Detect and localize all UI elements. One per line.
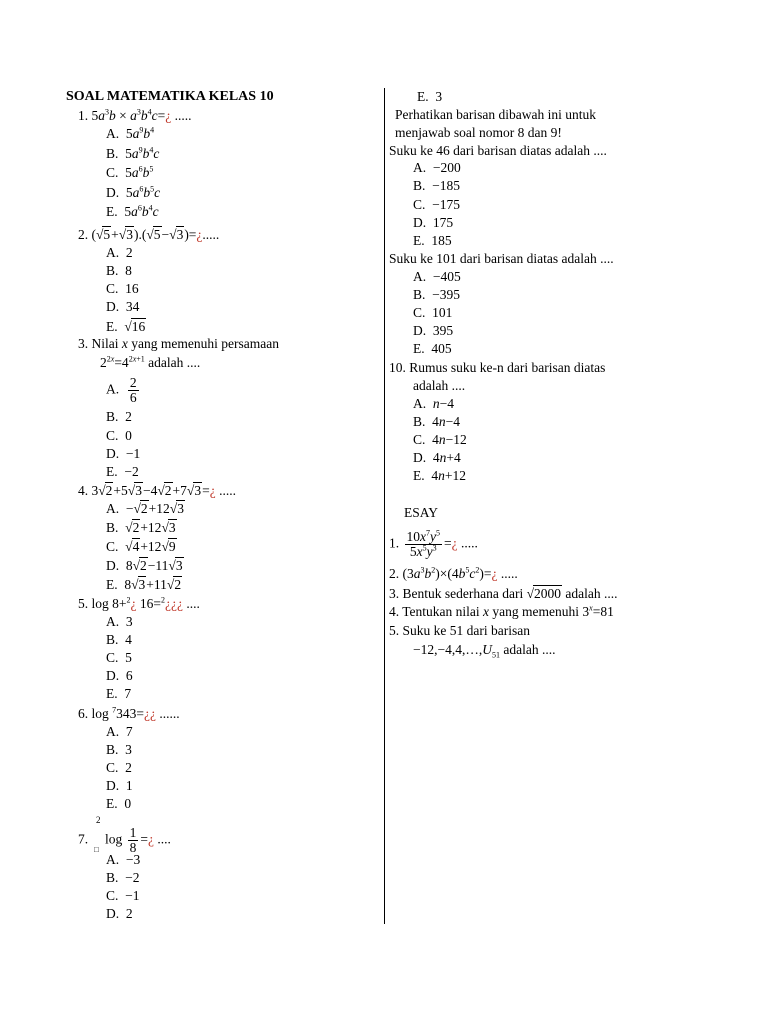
q1-option-a[interactable]: A. $5a^9b^4$ (106, 125, 155, 141)
question-10 (389, 360, 605, 376)
question-6: 6. log $^7$343=¿¿ ...... (78, 705, 180, 721)
q5-option-b[interactable]: B. 4 (106, 632, 132, 647)
question-number: 10. (389, 360, 406, 375)
q5-option-d[interactable]: D. 6 (106, 668, 133, 683)
essay-4: 4. Tentukan nilai x yang memenuhi $3^x=81$ (389, 603, 614, 619)
q2-option-a[interactable]: A. 2 (106, 245, 133, 260)
q6-option-a[interactable]: A. 7 (106, 724, 133, 739)
essay-5-sequence: $-12,-4,4,\dots,U_{51}$ adalah .... (413, 642, 556, 660)
q1-option-d[interactable]: D. $5a^6b^5c$ (106, 184, 161, 200)
question-2: 2. (√5+√3).(√5−√3)=¿..... (78, 227, 220, 242)
intro-line-1: Perhatikan barisan dibawah ini untuk (395, 107, 596, 122)
question-number: 7. (78, 831, 89, 847)
essay-5: 5. Suku ke 51 dari barisan (389, 623, 530, 638)
question-10-stem: Rumus suku ke-n dari barisan diatas (409, 360, 606, 375)
q3-option-c[interactable]: C. 0 (106, 428, 132, 443)
essay-2: 2. $(3a^3b^2)\times(4b^5c^2)=¿$ ..... (389, 565, 518, 581)
q3-option-b[interactable]: B. 2 (106, 409, 132, 424)
q6-option-e[interactable]: E. 0 (106, 796, 132, 811)
q3-option-d[interactable]: D. −1 (106, 446, 141, 461)
question-number: 6. (78, 706, 89, 721)
q10-option-d[interactable]: D. 4n+4 (413, 450, 461, 465)
q10-option-c[interactable]: C. 4n−12 (413, 432, 467, 447)
question-number: 2. (78, 227, 89, 242)
q2-option-e[interactable]: E. √16 (106, 319, 146, 334)
q4-option-e[interactable]: E. 8√3+11√2 (106, 577, 182, 592)
q8-option-b[interactable]: B. −185 (413, 178, 460, 193)
q5-option-e[interactable]: E. 7 (106, 686, 132, 701)
q3-option-e[interactable]: E. −2 (106, 464, 139, 479)
page-title: SOAL MATEMATIKA KELAS 10 (66, 89, 274, 104)
q1-option-e[interactable]: E. $5a^6b^4c$ (106, 203, 159, 219)
q4-option-d[interactable]: D. 8√2−11√3 (106, 558, 183, 573)
question-number: 1. (78, 108, 89, 123)
question-4: 4. 3√2+5√3−4√2+7√3=¿ ..... (78, 483, 236, 498)
q10-option-e[interactable]: E. 4n+12 (413, 468, 466, 483)
question-number: 3. (78, 336, 89, 351)
column-divider (384, 88, 385, 924)
q1-option-c[interactable]: C. $5a^6b^5$ (106, 164, 154, 180)
q6-option-c[interactable]: C. 2 (106, 760, 132, 775)
question-5: 5. log 8+$^2$¿ 16=$^2$¿¿¿ .... (78, 595, 200, 611)
q9-option-a[interactable]: A. −405 (413, 269, 461, 284)
q5-option-c[interactable]: C. 5 (106, 650, 132, 665)
question-8: Suku ke 46 dari barisan diatas adalah .... (389, 143, 607, 158)
q9-option-c[interactable]: C. 101 (413, 305, 453, 320)
q10-option-a[interactable]: A. n−4 (413, 396, 454, 411)
q8-option-d[interactable]: D. 175 (413, 215, 454, 230)
q8-option-e[interactable]: E. 185 (413, 233, 452, 248)
q4-option-c[interactable]: C. √4+12√9 (106, 539, 176, 554)
q10-option-b[interactable]: B. 4n−4 (413, 414, 461, 429)
q4-option-a[interactable]: A. −√2+12√3 (106, 501, 184, 516)
placeholder-box-icon: □ (94, 845, 99, 854)
q2-option-d[interactable]: D. 34 (106, 299, 140, 314)
intro-line-2: menjawab soal nomor 8 dan 9! (395, 125, 562, 140)
essay-1: 1. $\frac{10x^7y^5}{5x^5y^3}$ =¿ ..... (389, 528, 478, 559)
q2-option-b[interactable]: B. 8 (106, 263, 132, 278)
q9-option-e[interactable]: E. 405 (413, 341, 452, 356)
question-9: Suku ke 101 dari barisan diatas adalah .... (389, 251, 614, 266)
q7-log-base: 2 (96, 815, 101, 825)
q9-option-d[interactable]: D. 395 (413, 323, 454, 338)
q7-option-b[interactable]: B. −2 (106, 870, 140, 885)
question-number: 4. (78, 483, 89, 498)
q3-option-a[interactable]: A. $\frac{2}{6}$ (106, 375, 137, 405)
q1-option-b[interactable]: B. $5a^9b^4c$ (106, 145, 160, 161)
q7-option-a[interactable]: A. −3 (106, 852, 141, 867)
q4-option-b[interactable]: B. √2+12√3 (106, 520, 176, 535)
q6-option-d[interactable]: D. 1 (106, 778, 133, 793)
q7-option-d[interactable]: D. 2 (106, 906, 133, 921)
q9-option-b[interactable]: B. −395 (413, 287, 460, 302)
question-number: 5. (78, 596, 89, 611)
question-10-stem-cont: adalah .... (413, 378, 466, 393)
essay-heading: ESAY (404, 505, 439, 520)
q6-option-b[interactable]: B. 3 (106, 742, 132, 757)
question-1: 1. $5a^3b$ × $a^3b^4c=¿$ ..... (78, 107, 192, 123)
essay-3: 3. Bentuk sederhana dari √2000 adalah .... (389, 586, 618, 601)
q3-equation: $2^{2x}=4^{2x+1}$ adalah .... (100, 354, 201, 370)
q2-option-c[interactable]: C. 16 (106, 281, 139, 296)
q8-option-a[interactable]: A. −200 (413, 160, 461, 175)
question-3: 3. Nilai x yang memenuhi persamaan (78, 336, 279, 351)
q7-option-e[interactable]: E. 3 (417, 89, 443, 104)
q8-option-c[interactable]: C. −175 (413, 197, 460, 212)
q7-option-c[interactable]: C. −1 (106, 888, 140, 903)
question-7: 7. log $\frac{1}{8}$ =¿ .... (78, 825, 171, 855)
q5-option-a[interactable]: A. 3 (106, 614, 133, 629)
